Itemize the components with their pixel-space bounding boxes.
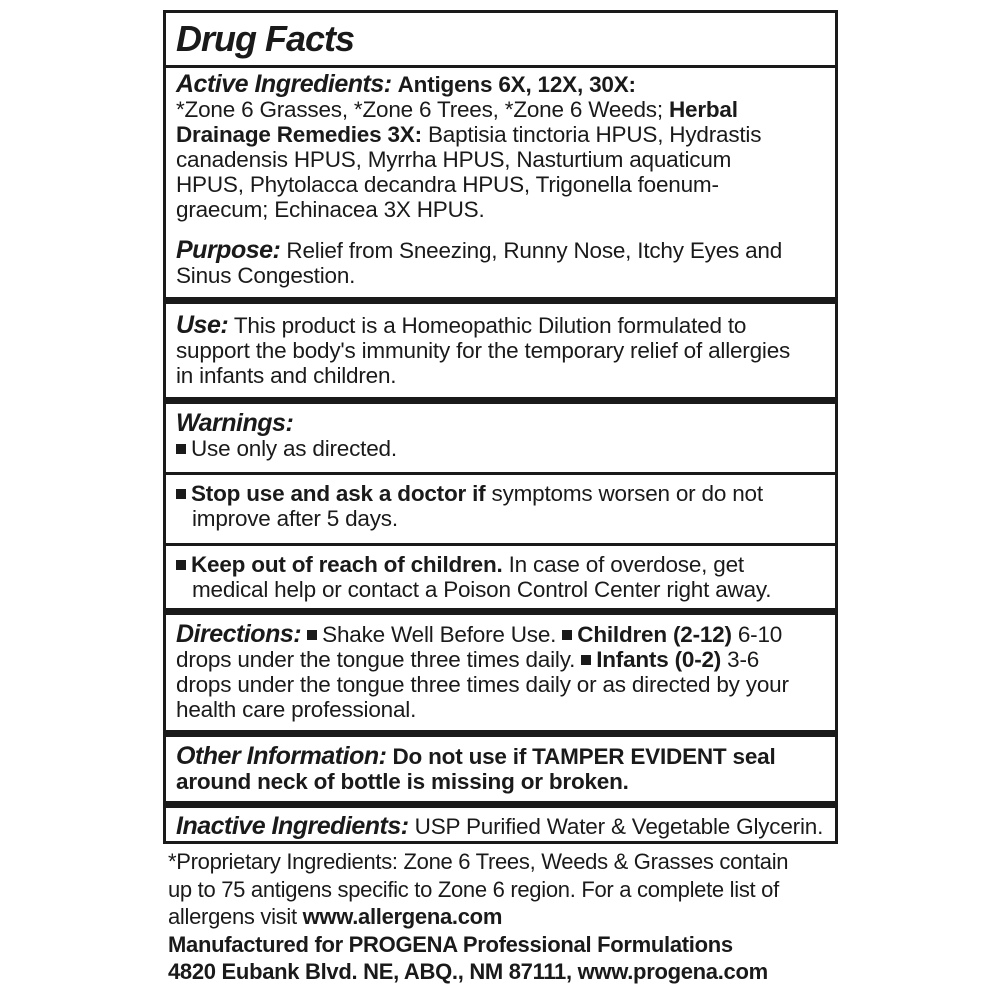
bullet-icon (176, 444, 186, 454)
manufacturer-line: Manufactured for PROGENA Professional Formulations (168, 931, 733, 957)
footer-notes: *Proprietary Ingredients: Zone 6 Trees, Weeds & Grasses contain up to 75 antigens specific to Zone 6 region. For a complete list of allergens visit www.allergena.com Manufactured for PROGENA Professional Formulations 4820 Eubank Blvd. NE, ABQ., NM 87111, www.progena.com (168, 848, 998, 986)
active-line-3: Drainage Remedies 3X: Baptisia tinctoria HPUS, Hydrastis (176, 122, 762, 147)
divider (166, 65, 835, 68)
divider (166, 297, 835, 304)
active-line-5: HPUS, Phytolacca decandra HPUS, Trigonella foenum- (176, 172, 719, 197)
bullet-icon (176, 560, 186, 570)
warnings-section (166, 411, 835, 461)
divider (166, 472, 835, 475)
directions-section: Directions: Shake Well Before Use. Children (2-12) 6-10 drops under the tongue three times daily. Infants (0-2) 3-6 drops under the tongue three times daily or as directed by your health care professional. (176, 620, 789, 722)
bullet-icon (176, 489, 186, 499)
drug-facts-title-section (166, 17, 835, 61)
active-line-1: Active Ingredients: Antigens 6X, 12X, 30X: (176, 70, 636, 98)
drug-facts-panel (163, 10, 838, 844)
directions-heading: Directions: (176, 620, 302, 648)
divider (166, 608, 835, 615)
active-ingredients-heading: Active Ingredients: (176, 70, 392, 98)
inactive-ingredients-heading: Inactive Ingredients: (176, 812, 409, 840)
allergena-link: www.allergena.com (302, 904, 503, 929)
divider (166, 543, 835, 546)
active-line-2: *Zone 6 Grasses, *Zone 6 Trees, *Zone 6 Weeds; Herbal (176, 97, 738, 122)
bullet-icon (307, 630, 317, 640)
divider (166, 397, 835, 404)
use-section: Use: This product is a Homeopathic Dilution formulated to support the body's immunity for the temporary relief of allergies in infants and children. (176, 311, 791, 388)
drug-facts-title: Drug Facts (176, 18, 355, 59)
divider (166, 730, 835, 737)
bullet-icon (581, 655, 591, 665)
purpose-section: Purpose: Relief from Sneezing, Runny Nose, Itchy Eyes and Sinus Congestion. (176, 236, 783, 288)
purpose-heading: Purpose: (176, 236, 281, 264)
address-line: 4820 Eubank Blvd. NE, ABQ., NM 87111, www.progena.com (168, 959, 768, 984)
active-line-6: graecum; Echinacea 3X HPUS. (176, 197, 485, 222)
warning-item: Stop use and ask a doctor if symptoms worsen or do not improve after 5 days. (166, 481, 835, 531)
active-line-4: canadensis HPUS, Myrrha HPUS, Nasturtium aquaticum (176, 147, 732, 172)
divider (166, 801, 835, 808)
active-ingredients-section (166, 72, 835, 222)
warning-item: Keep out of reach of children. In case of overdose, get medical help or contact a Poison Control Center right away. (166, 552, 835, 602)
warnings-heading: Warnings: (176, 409, 294, 437)
other-information-section: Other Information: Do not use if TAMPER EVIDENT seal around neck of bottle is missing or broken. (176, 742, 776, 794)
warning-item: Use only as directed. (176, 436, 825, 461)
bullet-icon (562, 630, 572, 640)
inactive-ingredients-section: Inactive Ingredients: USP Purified Water & Vegetable Glycerin. (176, 812, 824, 840)
other-information-heading: Other Information: (176, 742, 387, 770)
use-heading: Use: (176, 311, 229, 339)
